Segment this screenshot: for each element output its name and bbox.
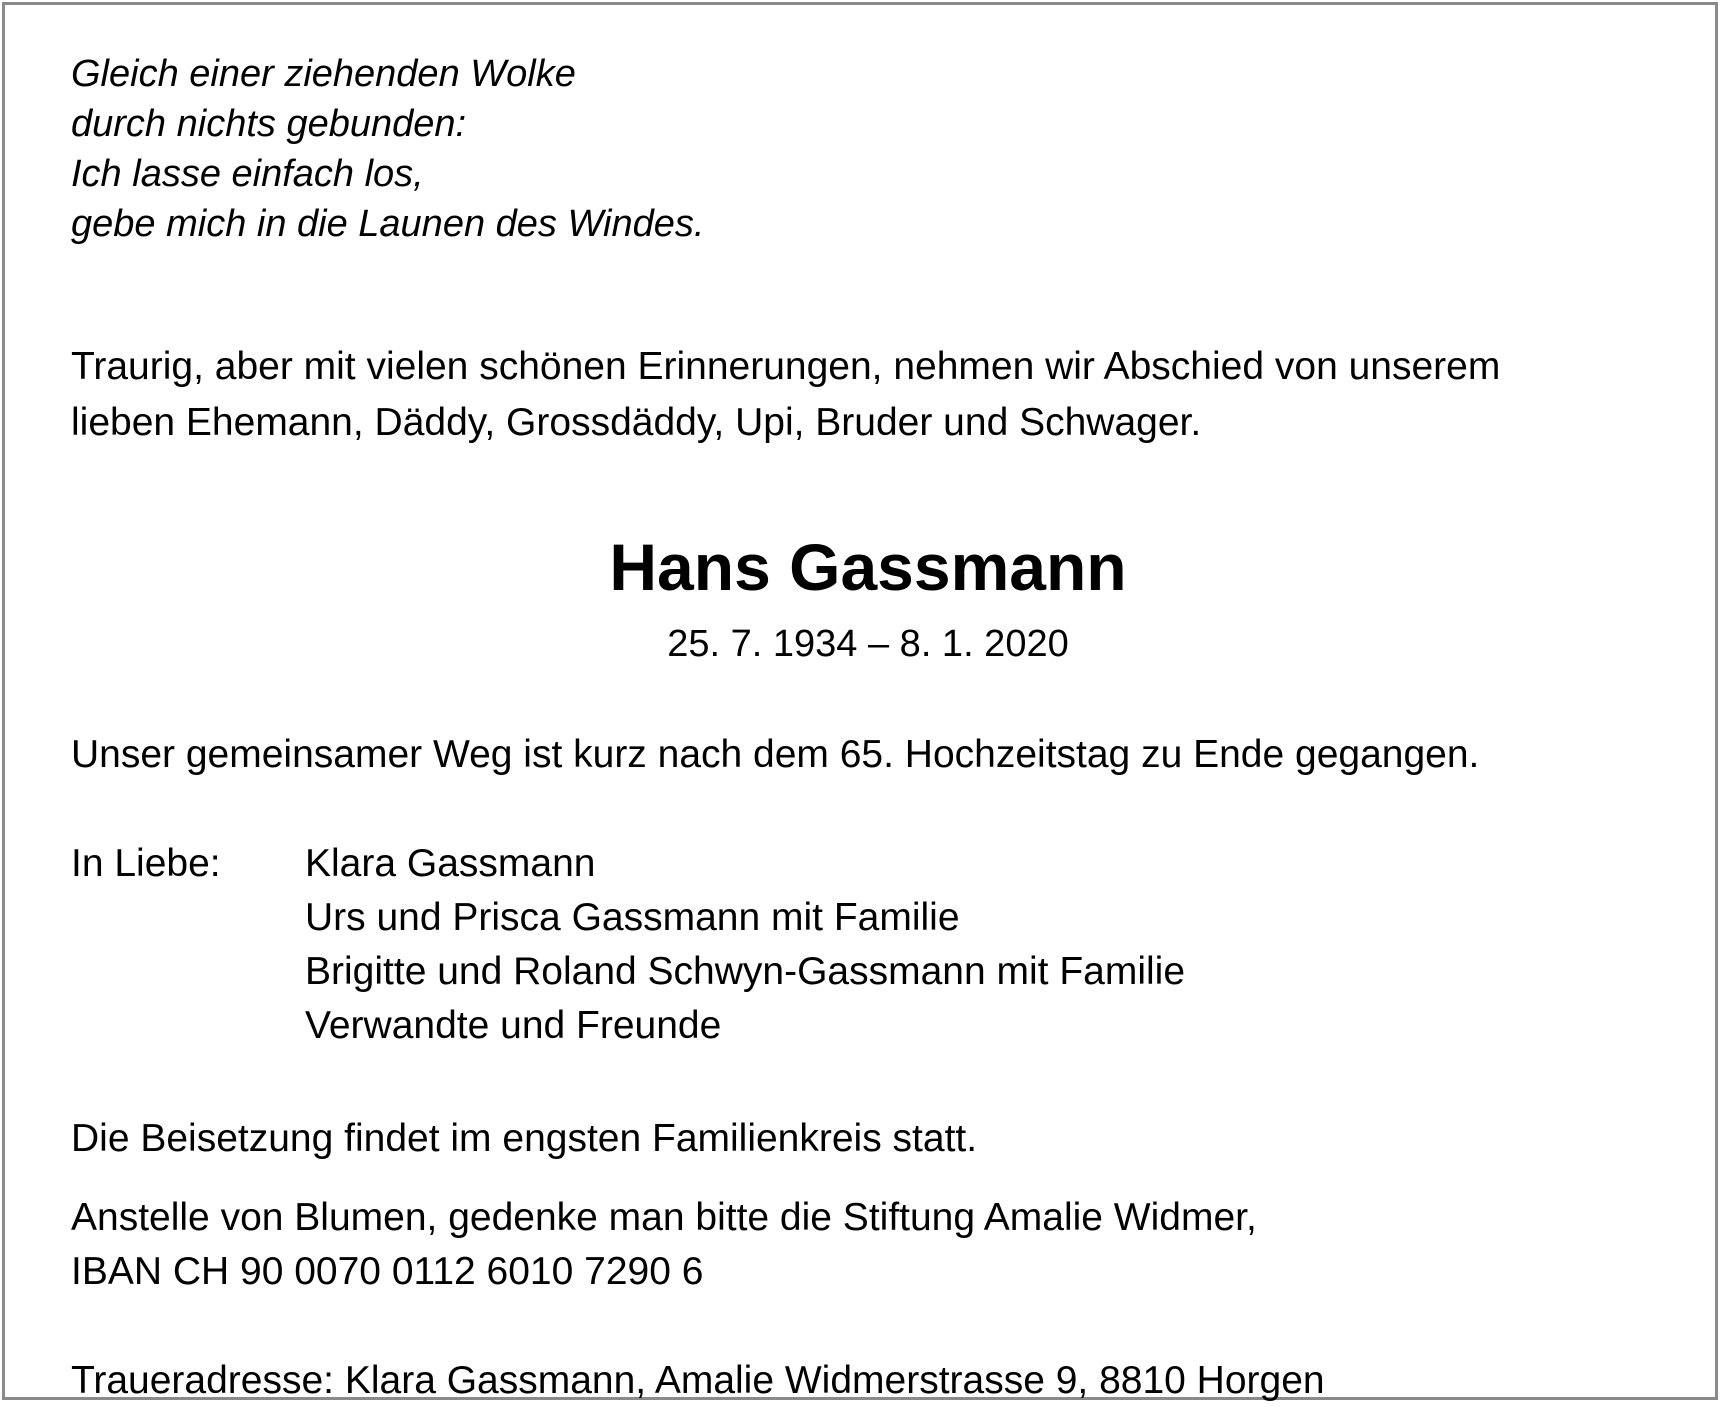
intro-line: Traurig, aber mit vielen schönen Erinnerungen, nehmen wir Abschied von unserem: [71, 345, 1501, 388]
mourner-name: Klara Gassmann: [305, 842, 596, 885]
poem-line: Ich lasse einfach los,: [71, 153, 424, 195]
iban-line: IBAN CH 90 0070 0112 6010 7290 6: [71, 1250, 704, 1293]
intro-text: [71, 339, 1500, 451]
notice-content: [71, 49, 1681, 1402]
mourner-name: Urs und Prisca Gassmann mit Familie: [305, 896, 960, 939]
notice-frame: [2, 2, 1718, 1400]
deceased-name: Hans Gassmann: [609, 530, 1127, 604]
donation-line: Anstelle von Blumen, gedenke man bitte die Stiftung Amalie Widmer,: [71, 1196, 1257, 1239]
life-dates: 25. 7. 1934 – 8. 1. 2020: [667, 623, 1069, 665]
mourners-list: [305, 837, 1185, 1053]
shared-path-text: Unser gemeinsamer Weg ist kurz nach dem 65. Hochzeitstag zu Ende gegangen.: [71, 733, 1480, 776]
poem: [71, 49, 1681, 249]
burial-note: Die Beisetzung findet im engsten Familienkreis statt.: [71, 1117, 978, 1160]
in-liebe-label: In Liebe:: [71, 842, 221, 885]
poem-line: Gleich einer ziehenden Wolke: [71, 53, 576, 95]
poem-line: gebe mich in die Launen des Windes.: [71, 203, 705, 245]
intro-line: lieben Ehemann, Däddy, Grossdäddy, Upi, Bruder und Schwager.: [71, 401, 1202, 444]
poem-line: durch nichts gebunden:: [71, 103, 467, 145]
mourner-name: Verwandte und Freunde: [305, 1004, 722, 1047]
donation-note: [71, 1191, 1257, 1299]
mourner-name: Brigitte und Roland Schwyn-Gassmann mit Familie: [305, 950, 1186, 993]
mourning-address: Traueradresse: Klara Gassmann, Amalie Widmerstrasse 9, 8810 Horgen: [71, 1359, 1325, 1402]
